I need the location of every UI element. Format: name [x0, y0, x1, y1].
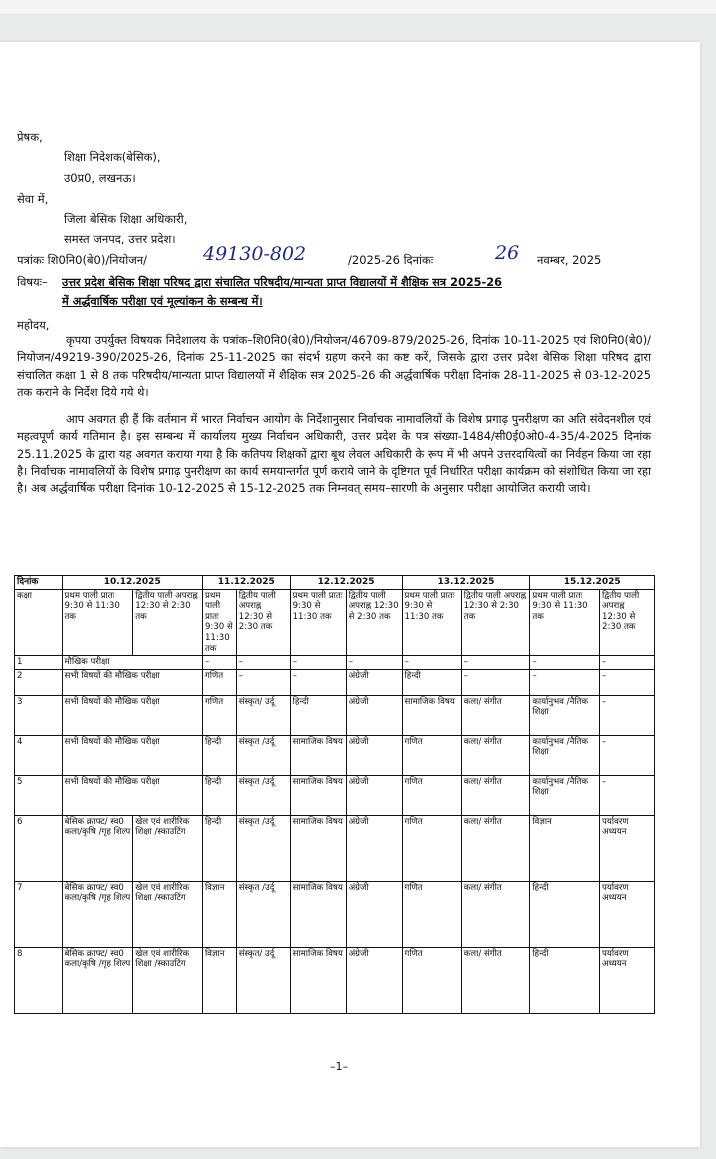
class-number-cell: 8 [15, 947, 63, 1013]
subject-cell: कला/ संगीत [461, 775, 530, 815]
page-number: –1– [330, 1060, 348, 1073]
subject-cell: – [530, 669, 600, 695]
date-cell: 12.12.2025 [290, 576, 402, 590]
subject-cell: विज्ञान [530, 815, 600, 881]
table-row [15, 881, 655, 947]
subject-cell: – [202, 656, 236, 670]
shift1-cell: प्रथम पाली प्रातः 9:30 से 11:30 तक [402, 589, 461, 656]
subject-cell: संस्कृत/ उर्दू [236, 947, 290, 1013]
subject-label: विषयः– [17, 275, 48, 289]
subject-cell: सामाजिक विषय [290, 947, 346, 1013]
subject-cell: अंग्रेजी [346, 669, 402, 695]
subject-cell: बेसिक क्राफ्ट/ स्व0 कला/कृषि /गृह शिल्प [62, 881, 133, 947]
subject-cell: कला/ संगीत [461, 947, 530, 1013]
subject-cell: कार्यानुभव /नैतिक शिक्षा [530, 775, 600, 815]
ref-number-handwritten: 49130-802 [203, 243, 307, 265]
subject-cell: खेल एवं शारीरिक शिक्षा /स्काउटिंग [133, 947, 203, 1013]
table-row [15, 656, 655, 670]
shift2-cell: द्वितीय पाली अपराह्न 12:30 से 2:30 तक [236, 589, 290, 656]
subject-cell: बेसिक क्राफ्ट/ स्व0 कला/कृषि /गृह शिल्प [62, 947, 133, 1013]
subject-cell: – [600, 669, 655, 695]
subject-cell: खेल एवं शारीरिक शिक्षा /स्काउटिंग [133, 815, 203, 881]
subject-cell: अंग्रेजी [346, 695, 402, 735]
subject-cell: गणित [402, 735, 461, 775]
subject-cell: सामाजिक विषय [290, 775, 346, 815]
class-number-cell: 1 [15, 656, 63, 670]
salutation: महोदय, [17, 318, 50, 332]
subject-cell: गणित [202, 695, 236, 735]
letter-page [0, 42, 700, 1147]
subject-cell: संस्कृत /उर्दू [236, 735, 290, 775]
subject-cell: सामाजिक विषय [290, 881, 346, 947]
table-row [15, 695, 655, 735]
to-line2: समस्त जनपद, उत्तर प्रदेश। [64, 232, 176, 246]
shift2-cell: द्वितीय पाली अपराह्न 12:30 से 2:30 तक [461, 589, 530, 656]
ref-day-handwritten: 26 [495, 242, 520, 264]
subject-cell: – [600, 775, 655, 815]
subject-cell: संस्कृत/ उर्दू [236, 695, 290, 735]
subject-cell: गणित [202, 669, 236, 695]
date-cell: 13.12.2025 [402, 576, 530, 590]
subject-cell: गणित [402, 815, 461, 881]
sender-label: प्रेषक, [17, 130, 43, 144]
paragraph-2: आप अवगत ही हैं कि वर्तमान में भारत निर्वाचन आयोग के निर्देशानुसार निर्वाचक नामावलियों के विशेष प्रगाढ़ पुनरीक्षण का अति संवेदनशील एवं महत्वपूर्ण कार्य गतिमान है। इस सम्बन्ध में कार्यालय मुख्य निर्वाचन अधिकारी, उत्तर प्रदेश के पत्र संख्या-1484/सी0ई0ओ0-4-35/4-2025 दिनांक 25.11.2025 के द्वारा यह अवगत कराया गया है कि कतिपय शिक्षकों द्वारा बूथ लेवल अधिकारी के रूप में भी अपने उत्तरदायित्वों का निर्वहन किया जा रहा है। निर्वाचक नामावलियों के विशेष प्रगाढ़ पुनरीक्षण का कार्य समयान्तर्गत पूर्ण कराये जाने के दृष्टिगत पूर्व निर्धारित परीक्षा कार्यक्रम को संशोधित किया जा रहा है। अब अर्द्धवार्षिक परीक्षा दिनांक 10-12-2025 से 15-12-2025 तक निम्नवत् समय–सारणी के अनुसार परीक्षा आयोजित करायी जाये। [17, 412, 651, 496]
date-cell: 10.12.2025 [62, 576, 202, 590]
subject-cell: बेसिक क्राफ्ट/ स्व0 कला/कृषि /गृह शिल्प [62, 815, 133, 881]
subject-line1: उत्तर प्रदेश बेसिक शिक्षा परिषद द्वारा संचालित परिषदीय/मान्यता प्राप्त विद्यालयों में शैक्षिक सत्र 2025-26 [62, 276, 502, 289]
date-label-cell: दिनांक [15, 576, 63, 590]
shift2-cell: द्वितीय पाली अपराह्न 12:30 से 2:30 तक [346, 589, 402, 656]
ref-month-year: नवम्बर, 2025 [537, 253, 602, 267]
subject-cell: अंग्रेजी [346, 735, 402, 775]
subject-cell: – [290, 669, 346, 695]
table-row [15, 775, 655, 815]
subject-cell: अंग्रेजी [346, 775, 402, 815]
date-cell: 11.12.2025 [202, 576, 290, 590]
subject-cell: हिन्दी [530, 947, 600, 1013]
class-number-cell: 3 [15, 695, 63, 735]
subject-cell: – [290, 656, 346, 670]
subject-cell: – [600, 656, 655, 670]
subject-cell: सभी विषयों की मौखिक परीक्षा [62, 735, 202, 775]
subject-cell: – [402, 656, 461, 670]
ref-prefix: पत्रांकः शि0नि0(बे0)/नियोजन/ [17, 253, 147, 267]
subject-cell: पर्यावरण अध्ययन [600, 881, 655, 947]
sender-line2: उ0प्र0, लखनऊ। [64, 171, 136, 185]
subject-cell: सभी विषयों की मौखिक परीक्षा [62, 695, 202, 735]
table-row [15, 669, 655, 695]
subject-cell: मौखिक परीक्षा [62, 656, 202, 670]
subject-cell: सामाजिक विषय [290, 735, 346, 775]
subject-cell: सभी विषयों की मौखिक परीक्षा [62, 775, 202, 815]
paragraph-1: कृपया उपर्युक्त विषयक निदेशालय के पत्रांक–शि0नि0(बे0)/नियोजन/46709-879/2025-26, दिनांक 10-11-2025 एवं शि0नि0(बे0)/नियोजन/49219-390/2025-26, दिनांक 25-11-2025 का संदर्भ ग्रहण करने का कष्ट करें, जिसके द्वारा उत्तर प्रदेश बेसिक शिक्षा परिषद द्वारा संचालित कक्षा 1 से 8 तक परिषदीय/मान्यता प्राप्त विद्यालयों में शैक्षिक सत्र 2025-26 की अर्द्धवार्षिक परीक्षा दिनांक 28-11-2025 से 03-12-2025 तक कराने के निर्देश दिये गये थे। [17, 333, 651, 399]
shift1-cell: प्रथम पाली प्रातः 9:30 से 11:30 तक [202, 589, 236, 656]
subject-cell: – [530, 656, 600, 670]
subject-cell: कला/ संगीत [461, 735, 530, 775]
subject-cell: संस्कृत /उर्दू [236, 775, 290, 815]
subject-cell: गणित [402, 881, 461, 947]
subject-cell: पर्यावरण अध्ययन [600, 947, 655, 1013]
subject-cell: अंग्रेजी [346, 815, 402, 881]
subject-cell: विज्ञान [202, 947, 236, 1013]
subject-cell: – [236, 656, 290, 670]
subject-cell: – [346, 656, 402, 670]
subject-cell: हिन्दी [530, 881, 600, 947]
subject-cell: सभी विषयों की मौखिक परीक्षा [62, 669, 202, 695]
subject-cell: – [461, 656, 530, 670]
subject-cell: सामाजिक विषय [290, 815, 346, 881]
subject-cell: गणित [402, 947, 461, 1013]
subject-cell: – [236, 669, 290, 695]
schedule-date-row [15, 576, 655, 590]
table-row [15, 947, 655, 1013]
subject-cell: अंग्रेजी [346, 881, 402, 947]
shift1-cell: प्रथम पाली प्रातः 9:30 से 11:30 तक [290, 589, 346, 656]
subject-cell: पर्यावरण अध्ययन [600, 815, 655, 881]
class-number-cell: 6 [15, 815, 63, 881]
schedule-body [15, 656, 655, 1014]
table-row [15, 735, 655, 775]
subject-cell: हिन्दी [202, 775, 236, 815]
class-number-cell: 7 [15, 881, 63, 947]
shift1-cell: प्रथम पाली प्रातः 9:30 से 11:30 तक [62, 589, 133, 656]
subject-cell: कला/ संगीत [461, 695, 530, 735]
to-line1: जिला बेसिक शिक्षा अधिकारी, [64, 212, 188, 226]
table-row [15, 815, 655, 881]
subject-cell: हिन्दी [202, 815, 236, 881]
subject-cell: हिन्दी [290, 695, 346, 735]
shift2-cell: द्वितीय पाली अपराह्न 12:30 से 2:30 तक [133, 589, 203, 656]
shift2-cell: द्वितीय पाली अपराह्न 12:30 से 2:30 तक [600, 589, 655, 656]
subject-cell: कार्यानुभव /नैतिक शिक्षा [530, 735, 600, 775]
to-label: सेवा में, [17, 192, 49, 206]
subject-cell: – [461, 669, 530, 695]
subject-line2: में अर्द्धवार्षिक परीक्षा एवं मूल्यांकन के सम्बन्ध में। [62, 295, 263, 308]
viewer-top-bar [0, 0, 716, 14]
schedule-shift-row [15, 589, 655, 656]
subject-cell: गणित [402, 775, 461, 815]
class-number-cell: 4 [15, 735, 63, 775]
class-number-cell: 2 [15, 669, 63, 695]
subject-cell: कला/ संगीत [461, 815, 530, 881]
ref-suffix: /2025-26 दिनांकः [348, 253, 434, 267]
subject-cell: खेल एवं शारीरिक शिक्षा /स्काउटिंग [133, 881, 203, 947]
subject-cell: कला/ संगीत [461, 881, 530, 947]
subject-cell: – [600, 695, 655, 735]
shift1-cell: प्रथम पाली प्रातः 9:30 से 11:30 तक [530, 589, 600, 656]
date-cell: 15.12.2025 [530, 576, 655, 590]
subject-cell: संस्कृत /उर्दू [236, 815, 290, 881]
subject-cell: अंग्रेजी [346, 947, 402, 1013]
subject-cell: हिन्दी [402, 669, 461, 695]
class-label-cell: कक्षा [15, 589, 63, 656]
subject-cell: हिन्दी [202, 735, 236, 775]
subject-cell: – [600, 735, 655, 775]
subject-cell: विज्ञान [202, 881, 236, 947]
subject-cell: सामाजिक विषय [402, 695, 461, 735]
exam-schedule-table [14, 575, 655, 1014]
class-number-cell: 5 [15, 775, 63, 815]
subject-cell: कार्यानुभव /नैतिक शिक्षा [530, 695, 600, 735]
subject-cell: संस्कृत /उर्दू [236, 881, 290, 947]
sender-line1: शिक्षा निदेशक(बेसिक), [64, 150, 161, 164]
